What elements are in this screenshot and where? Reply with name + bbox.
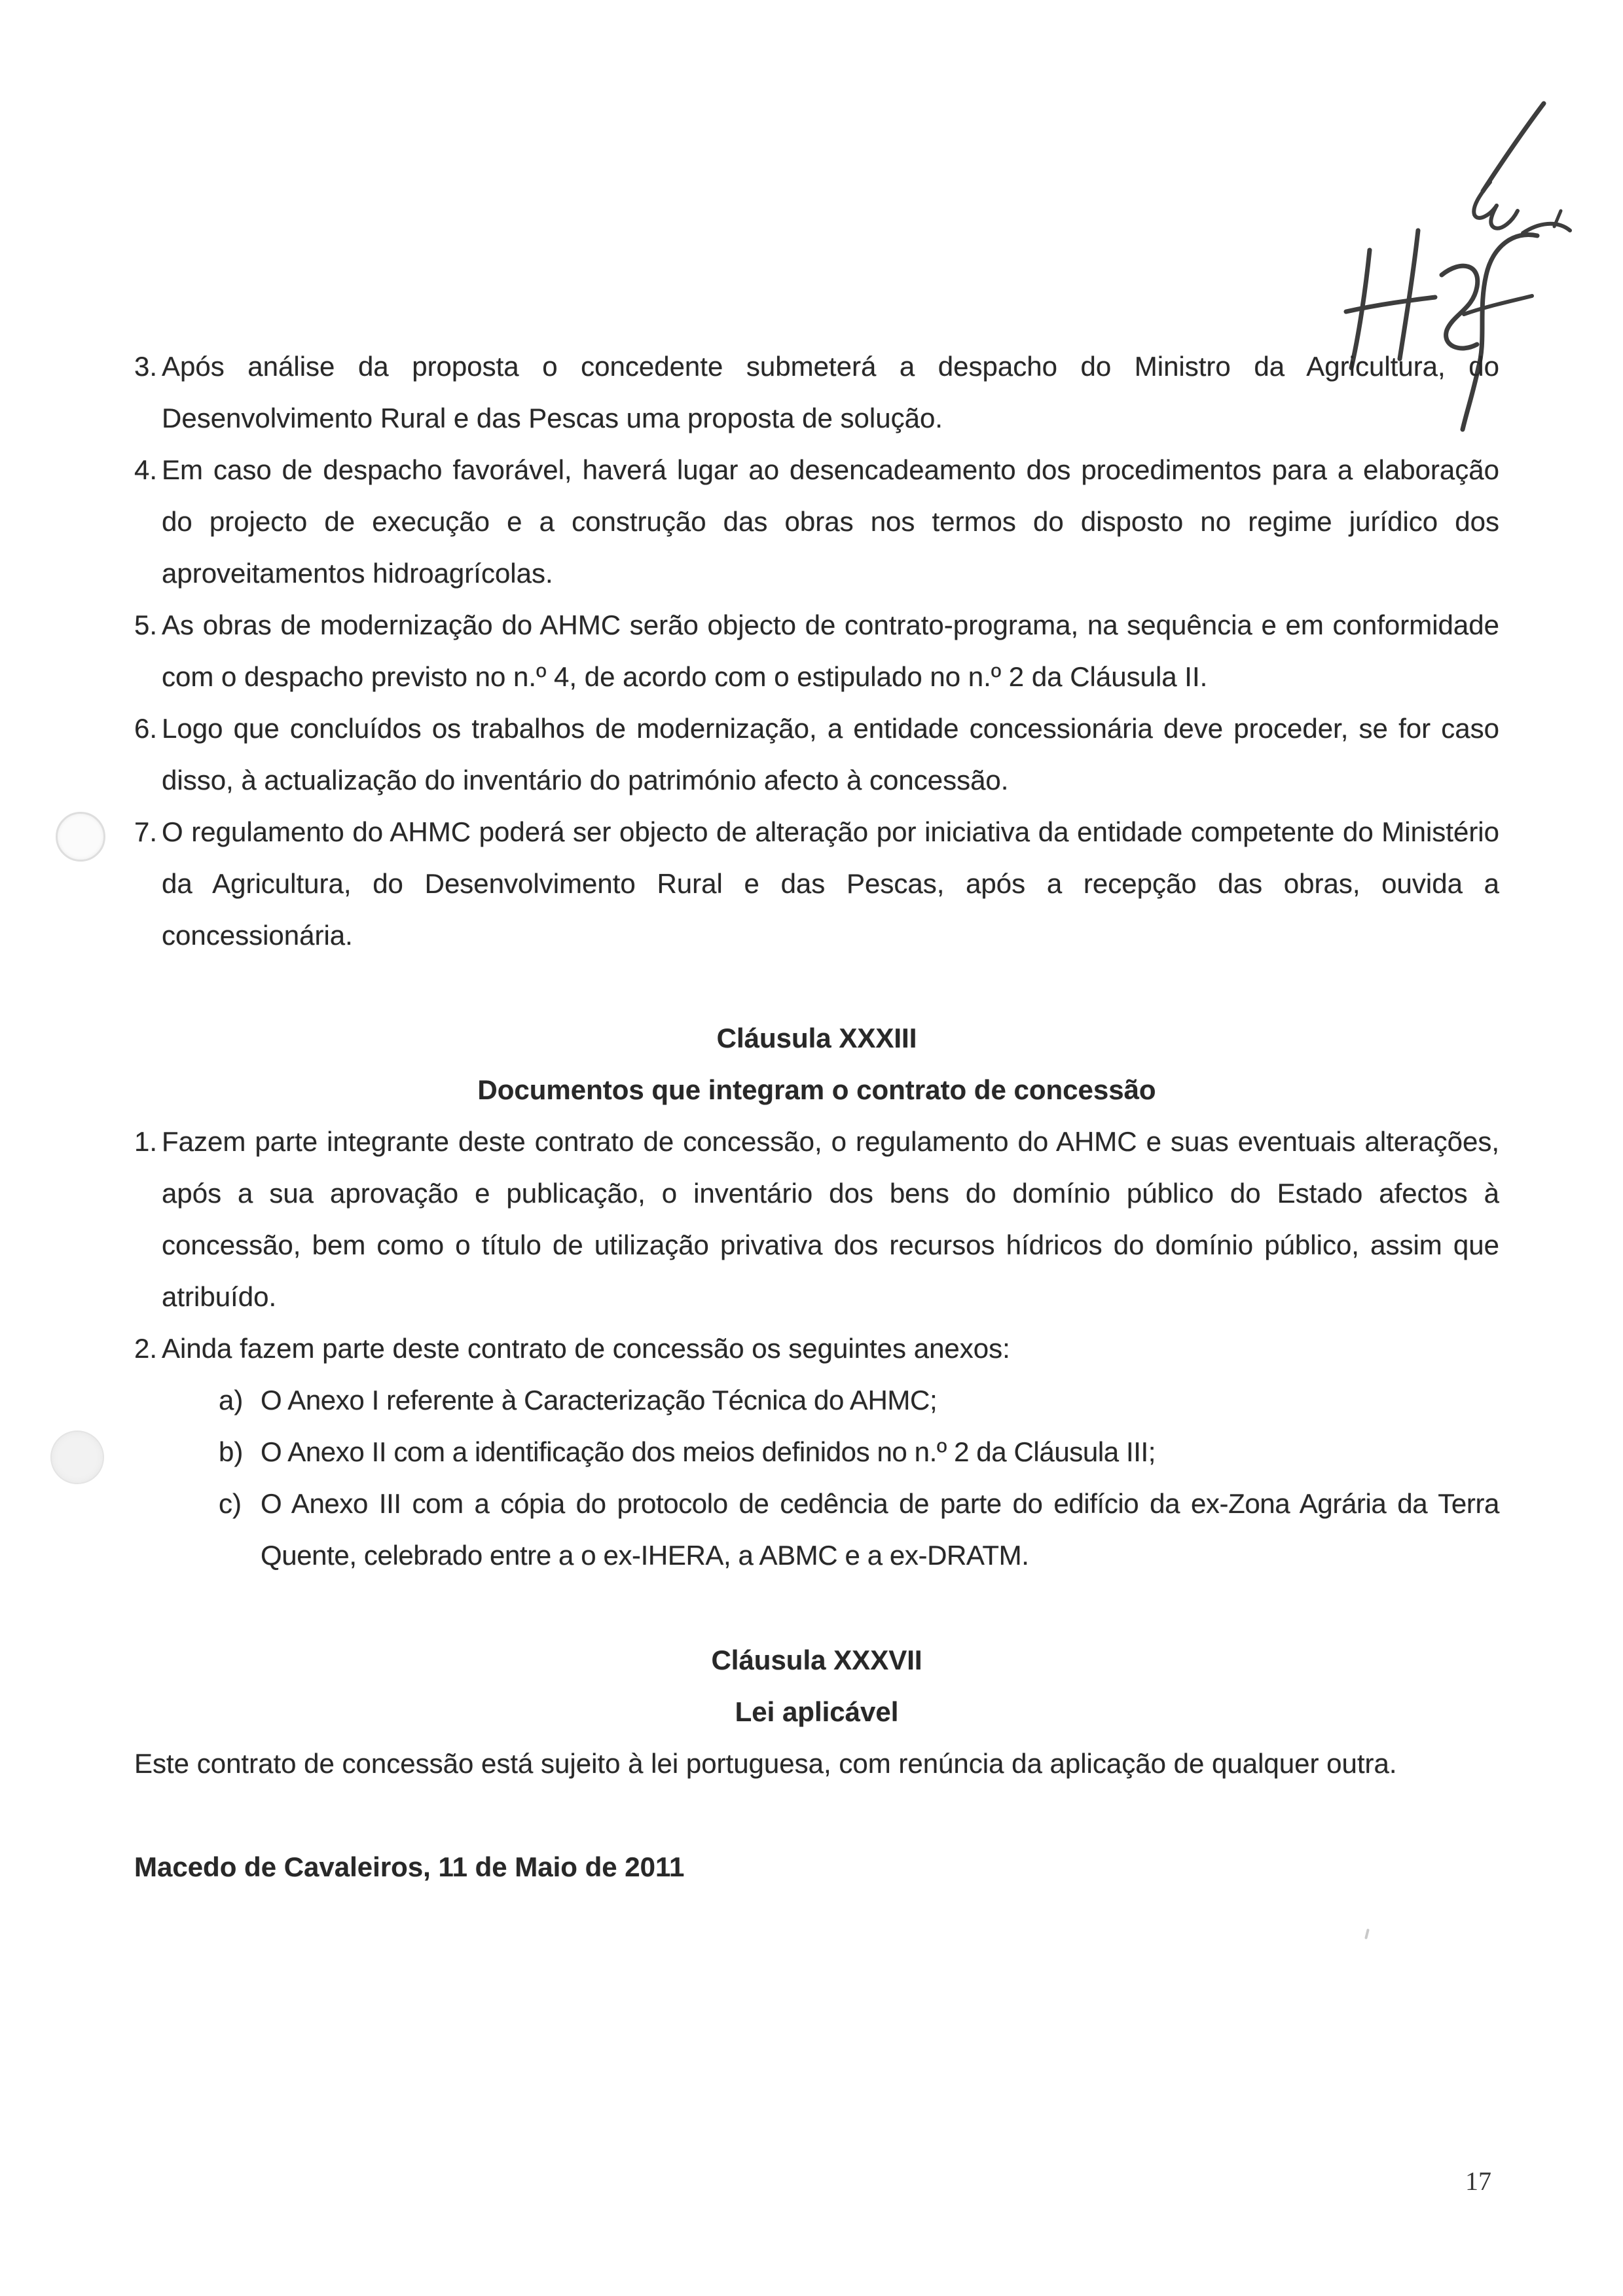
item-text: As obras de modernização do AHMC serão objecto de contrato-programa, na sequência e em conformidade com o despacho previsto no n.º 4, de acordo com o estipulado no n.º 2 da Cláusula II. — [162, 610, 1499, 692]
item-text: Fazem parte integrante deste contrato de concessão, o regulamento do AHMC e suas eventuais alterações, após a sua aprovação e publicação, o inventário dos bens do domínio público do Estado afectos à concessão, bem como o título de utilização privativa dos recursos hídricos do domínio público, assim que atribuído. — [162, 1126, 1499, 1312]
item-number: 3. — [134, 351, 158, 382]
scan-speck — [1364, 1929, 1370, 1939]
item-number: 6. — [134, 713, 158, 744]
clause-33-title: Cláusula XXXIII — [716, 1023, 917, 1053]
item-text: O regulamento do AHMC poderá ser objecto de alteração por iniciativa da entidade competente do Ministério da Agricultura, do Desenvolvimento Rural e das Pescas, após a recepção das obras, ouvida a concessionária. — [162, 816, 1499, 951]
item-letter: c) — [219, 1488, 242, 1519]
annex-item-a — [219, 1374, 1499, 1426]
punch-hole-bottom — [50, 1430, 104, 1484]
list-item-5 — [134, 599, 1499, 702]
clause-37-body: Este contrato de concessão está sujeito à lei portuguesa, com renúncia da aplicação de qualquer outra. — [134, 1748, 1397, 1779]
list-item-7 — [134, 806, 1499, 961]
clause-37-title: Cláusula XXXVII — [711, 1645, 922, 1675]
list-item-6 — [134, 702, 1499, 806]
item-number: 5. — [134, 610, 158, 640]
signature-mark — [1427, 92, 1597, 249]
item-text: O Anexo I referente à Caracterização Técnica do AHMC; — [261, 1385, 938, 1415]
item-text: Ainda fazem parte deste contrato de concessão os seguintes anexos: — [162, 1333, 1010, 1364]
item-number: 2. — [134, 1333, 158, 1364]
clause-33-subtitle: Documentos que integram o contrato de concessão — [477, 1074, 1156, 1105]
list-item-3 — [134, 340, 1499, 444]
list-item-2 — [134, 1322, 1499, 1374]
page-number: 17 — [1465, 2166, 1491, 2196]
item-letter: b) — [219, 1436, 244, 1467]
item-text: Após análise da proposta o concedente submeterá a despacho do Ministro da Agricultura, do Desenvolvimento Rural e das Pescas uma proposta de solução. — [162, 351, 1499, 433]
list-item-4 — [134, 444, 1499, 599]
place-date-line: Macedo de Cavaleiros, 11 de Maio de 2011 — [134, 1851, 685, 1882]
list-item-1 — [134, 1116, 1499, 1322]
item-text: O Anexo III com a cópia do protocolo de cedência de parte do edifício da ex-Zona Agrária da Terra Quente, celebrado entre a o ex-IHERA, a ABMC e a ex-DRATM. — [261, 1488, 1499, 1571]
item-text: O Anexo II com a identificação dos meios definidos no n.º 2 da Cláusula III; — [261, 1436, 1156, 1467]
annex-item-b — [219, 1426, 1499, 1478]
punch-hole-top — [56, 812, 105, 862]
item-text: Em caso de despacho favorável, haverá lugar ao desencadeamento dos procedimentos para a elaboração do projecto de execução e a construção das obras nos termos do disposto no regime jurídico dos aproveitamentos hidroagrícolas. — [162, 454, 1499, 589]
clause-37-subtitle: Lei aplicável — [735, 1696, 899, 1727]
item-letter: a) — [219, 1385, 244, 1415]
item-number: 1. — [134, 1126, 158, 1157]
item-number: 4. — [134, 454, 158, 485]
page-content — [134, 340, 1499, 1893]
item-text: Logo que concluídos os trabalhos de modernização, a entidade concessionária deve proceder, se for caso disso, à actualização do inventário do património afecto à concessão. — [162, 713, 1499, 795]
item-number: 7. — [134, 816, 158, 847]
annex-item-c — [219, 1478, 1499, 1581]
